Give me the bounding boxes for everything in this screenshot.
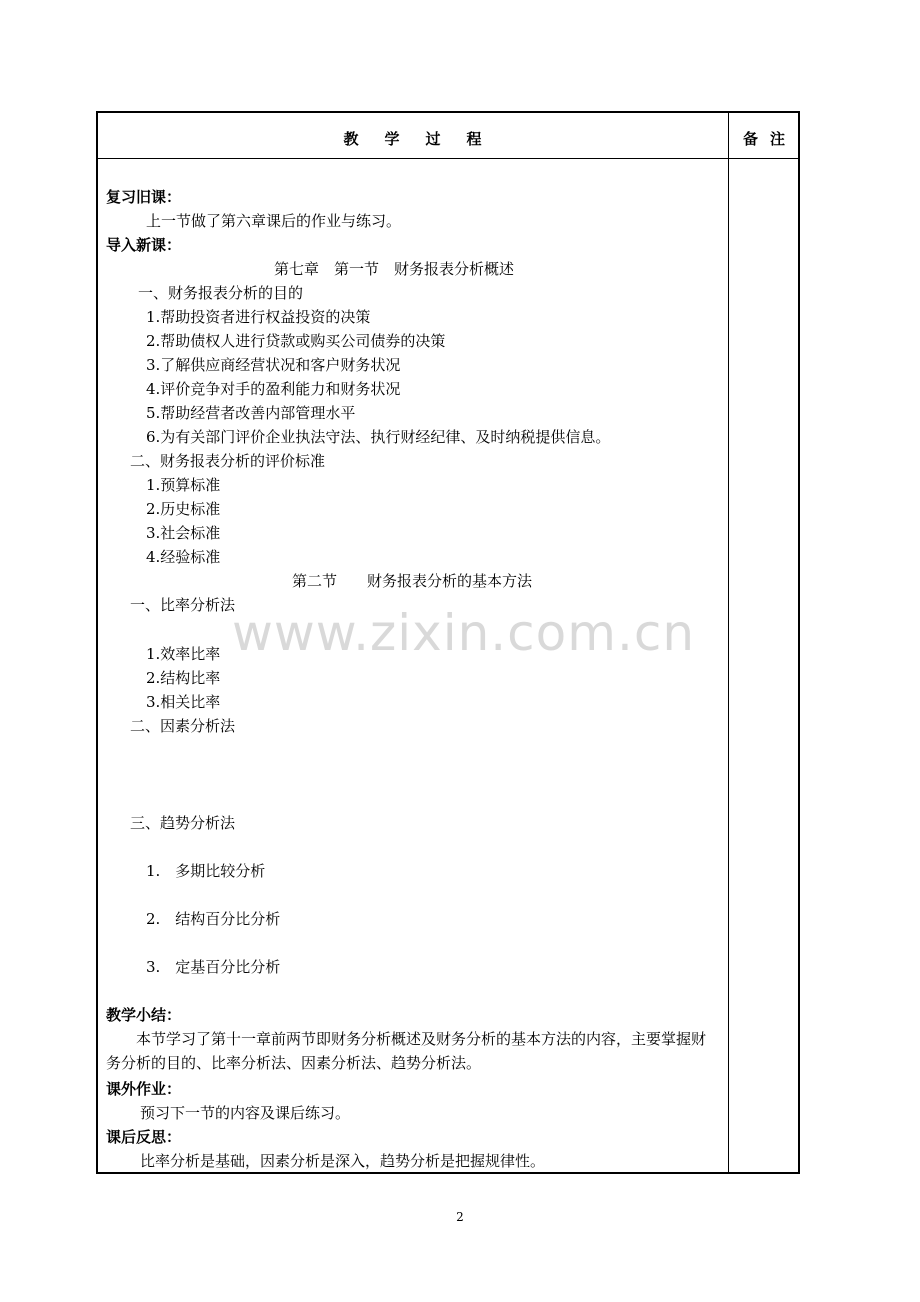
s1-heading: 一、财务报表分析的目的 (138, 284, 304, 302)
m3-heading: 三、趋势分析法 (130, 814, 236, 832)
list-item: 2.帮助债权人进行贷款或购买公司债券的决策 (146, 332, 446, 350)
list-item: 3.了解供应商经营状况和客户财务状况 (146, 356, 401, 374)
list-item: 3.相关比率 (146, 693, 221, 711)
list-item: 1. 多期比较分析 (146, 862, 266, 880)
list-item: 3. 定基百分比分析 (146, 958, 281, 976)
list-item: 4.经验标准 (146, 548, 221, 566)
list-item: 5.帮助经营者改善内部管理水平 (146, 404, 356, 422)
review-title: 复习旧课： (106, 188, 182, 206)
m1-heading: 一、比率分析法 (130, 596, 236, 614)
header-divider (96, 158, 800, 159)
list-item: 1.效率比率 (146, 645, 221, 663)
header-char: 备 (742, 130, 758, 148)
column-divider (728, 111, 729, 1174)
review-text: 上一节做了第六章课后的作业与练习。 (146, 212, 402, 230)
chapter-heading: 第七章 第一节 财务报表分析概述 (274, 260, 515, 278)
summary-text: 本节学习了第十一章前两节即财务分析概述及财务分析的基本方法的内容，主要掌握财务分析的目的、比率分析法、因素分析法、趋势分析法。 (106, 1030, 707, 1072)
header-teaching-process (97, 128, 728, 149)
reflection-text: 比率分析是基础，因素分析是深入，趋势分析是把握规律性。 (140, 1152, 546, 1170)
header-char: 程 (466, 130, 482, 148)
list-item: 1.帮助投资者进行权益投资的决策 (146, 308, 371, 326)
watermark: www.zixin.com.cn (232, 604, 696, 662)
list-item: 2.历史标准 (146, 500, 221, 518)
list-item: 6.为有关部门评价企业执法守法、执行财经纪律、及时纳税提供信息。 (146, 428, 611, 446)
s2-heading: 二、财务报表分析的评价标准 (130, 452, 326, 470)
list-item: 4.评价竞争对手的盈利能力和财务状况 (146, 380, 401, 398)
homework-title: 课外作业： (106, 1080, 182, 1098)
summary-title: 教学小结： (106, 1006, 182, 1024)
header-char: 过 (425, 130, 441, 148)
homework-text: 预习下一节的内容及课后练习。 (140, 1104, 351, 1122)
section2-heading: 第二节 财务报表分析的基本方法 (292, 572, 533, 590)
header-notes (729, 128, 799, 149)
list-item: 2.结构比率 (146, 669, 221, 687)
list-item: 1.预算标准 (146, 476, 221, 494)
intro-title: 导入新课： (106, 236, 182, 254)
page-number: 2 (456, 1210, 464, 1224)
list-item: 2. 结构百分比分析 (146, 910, 281, 928)
list-item: 3.社会标准 (146, 524, 221, 542)
header-char: 学 (384, 130, 400, 148)
reflection-title: 课后反思： (106, 1128, 182, 1146)
m2-heading: 二、因素分析法 (130, 717, 236, 735)
header-char: 注 (770, 130, 786, 148)
header-char: 教 (343, 130, 359, 148)
